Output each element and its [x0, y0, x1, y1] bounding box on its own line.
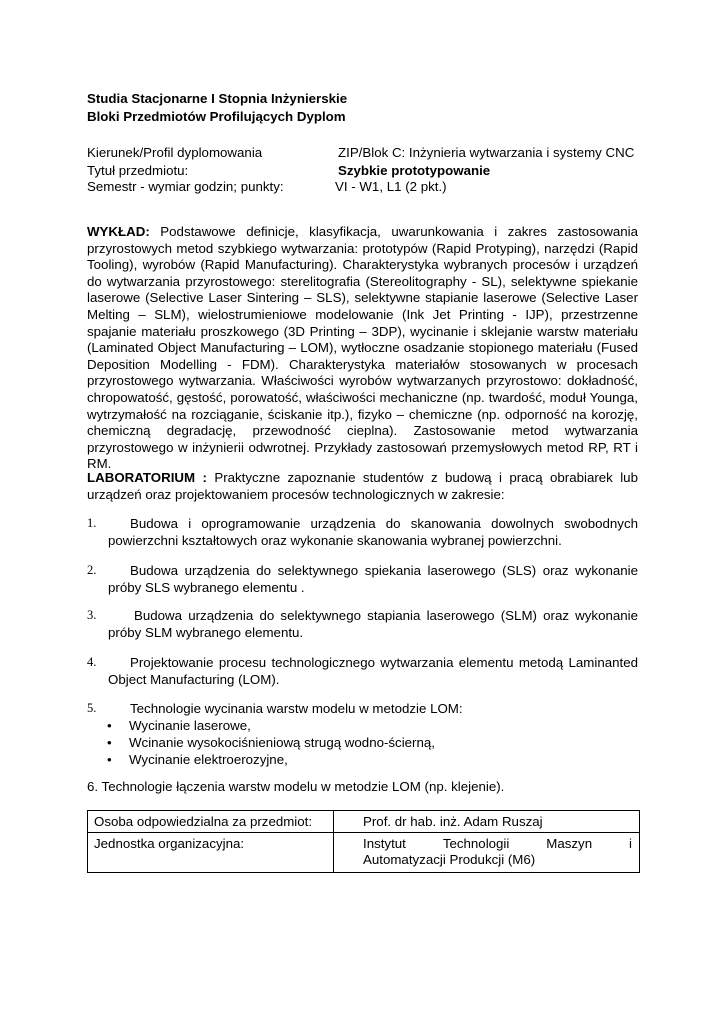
- item-1-number: 1.: [87, 516, 97, 530]
- item-5-line-1: Technologie wycinania warstw modelu w metodzie LOM:: [130, 701, 463, 716]
- item-4-line-1: Projektowanie procesu technologicznego wytwarzania elementu metodą Laminanted: [130, 655, 638, 670]
- item-6: 6. Technologie łączenia warstw modelu w metodzie LOM (np. klejenie).: [87, 779, 505, 794]
- table-row: [88, 833, 640, 873]
- item-1: [108, 515, 638, 549]
- tytul-label: Tytuł przedmiotu:: [87, 163, 189, 178]
- wyklad-label: WYKŁAD:: [87, 224, 150, 239]
- bullet-item: [107, 717, 251, 734]
- item-5: [108, 700, 638, 717]
- kierunek-value: ZIP/Blok C: Inżynieria wytwarzania i systemy CNC: [338, 145, 635, 160]
- item-1-line-1: Budowa i oprogramowanie urządzenia do skanowania dowolnych swobodnych: [130, 516, 638, 531]
- item-3-line-2: próby SLM wybranego elementu.: [108, 625, 304, 640]
- responsibility-table: [87, 810, 640, 873]
- item-4: [108, 654, 638, 688]
- item-2-line-1: Budowa urządzenia do selektywnego spiekania laserowego (SLS) oraz wykonanie: [130, 563, 638, 578]
- osoba-label: Osoba odpowiedzialna za przedmiot:: [88, 811, 334, 833]
- header-line-1: Studia Stacjonarne I Stopnia Inżynierskie: [87, 91, 348, 106]
- bullet-item: [107, 751, 288, 768]
- bullet-dot-icon: •: [107, 718, 112, 733]
- laboratorium-paragraph: [87, 470, 638, 503]
- semestr-label: Semestr - wymiar godzin; punkty:: [87, 179, 284, 194]
- bullet-text: Wycinanie elektroerozyjne,: [129, 752, 288, 767]
- item-3: [108, 607, 638, 641]
- semestr-value: VI - W1, L1 (2 pkt.): [335, 179, 447, 194]
- item-3-line-1: Budowa urządzenia do selektywnego stapiania laserowego (SLM) oraz wykonanie: [134, 608, 638, 623]
- laboratorium-label: LABORATORIUM :: [87, 470, 207, 485]
- table-row: [88, 811, 640, 833]
- bullet-dot-icon: •: [107, 735, 112, 750]
- jednostka-word: i: [629, 836, 632, 851]
- item-4-number: 4.: [87, 655, 97, 669]
- bullet-dot-icon: •: [107, 752, 112, 767]
- jednostka-label: Jednostka organizacyjna:: [88, 833, 334, 873]
- jednostka-line-1: [363, 836, 632, 852]
- bullet-text: Wycinanie laserowe,: [129, 718, 251, 733]
- jednostka-value: [334, 833, 640, 873]
- jednostka-word: Maszyn: [546, 836, 593, 851]
- tytul-value: Szybkie prototypowanie: [338, 163, 491, 178]
- osoba-value: Prof. dr hab. inż. Adam Ruszaj: [334, 811, 640, 833]
- item-2-line-2: próby SLS wybranego elementu .: [108, 580, 305, 595]
- jednostka-word: Technologii: [442, 836, 510, 851]
- item-1-line-2: powierzchni kształtowych oraz wykonanie skanowania wybranej powierzchni.: [108, 533, 562, 548]
- bullet-item: [107, 734, 435, 751]
- bullet-text: Wcinanie wysokociśnieniową strugą wodno-ścierną,: [129, 735, 435, 750]
- item-4-line-2: Object Manufacturing (LOM).: [108, 672, 280, 687]
- kierunek-label: Kierunek/Profil dyplomowania: [87, 145, 263, 160]
- jednostka-word: Instytut: [363, 836, 406, 851]
- wyklad-text: Podstawowe definicje, klasyfikacja, uwarunkowania i zakres zastosowania przyrostowych metod szybkiego wytwarzania: prototypów (Rapid Protyping), narzędzi (Rapid Tooling), wyrobów (Rapid Manufacturing). Charakterystyka wybranych procesów i urządzeń do wytwarzania przyrostowego: sterelitografia (Stereolitography - SL), selektywne spiekanie laserowe (Selective Laser Sintering – SLS), selektywne stapianie laserowe (Selective Laser Melting – SLM), wielostrumieniowe modelowanie (Ink Jet Printing - IJP), przestrzenne spajanie materiału proszkowego (3D Printing – 3DP), wycinanie i sklejanie warstw materiału (Laminated Object Manufacturing – LOM), wytłoczne osadzanie stopionego materiału (Fused Deposition Modelling - FDM). Charakterystyka materiałów stosowanych w procesach przyrostowego wytwarzania. Właściwości wyrobów wytwarzanych przyrostowo: dokładność, chropowatość, gęstość, porowatość, właściwości mechaniczne (np. twardość, moduł Younga, wytrzymałość na rozciąganie, ściskanie itp.), fizyko – chemiczne (np. odporność na korozję, chemiczną degradację, przewodność cieplna). Zastosowanie metod wytwarzania przyrostowego w inżynierii odwrotnej. Przykłady zastosowań przemysłowych metod RP, RT i RM.: [87, 224, 638, 472]
- jednostka-line-2: Automatyzacji Produkcji (M6): [363, 852, 536, 867]
- item-2-number: 2.: [87, 563, 97, 577]
- laboratorium-text: Praktyczne zapoznanie studentów z budową i pracą obrabiarek lub urządzeń oraz projektowaniem procesów technologicznych w zakresie:: [87, 470, 638, 502]
- item-3-number: 3.: [87, 608, 97, 622]
- item-5-number: 5.: [87, 701, 97, 715]
- wyklad-paragraph: [87, 224, 638, 473]
- header-line-2: Bloki Przedmiotów Profilujących Dyplom: [87, 109, 346, 124]
- item-2: [108, 562, 638, 596]
